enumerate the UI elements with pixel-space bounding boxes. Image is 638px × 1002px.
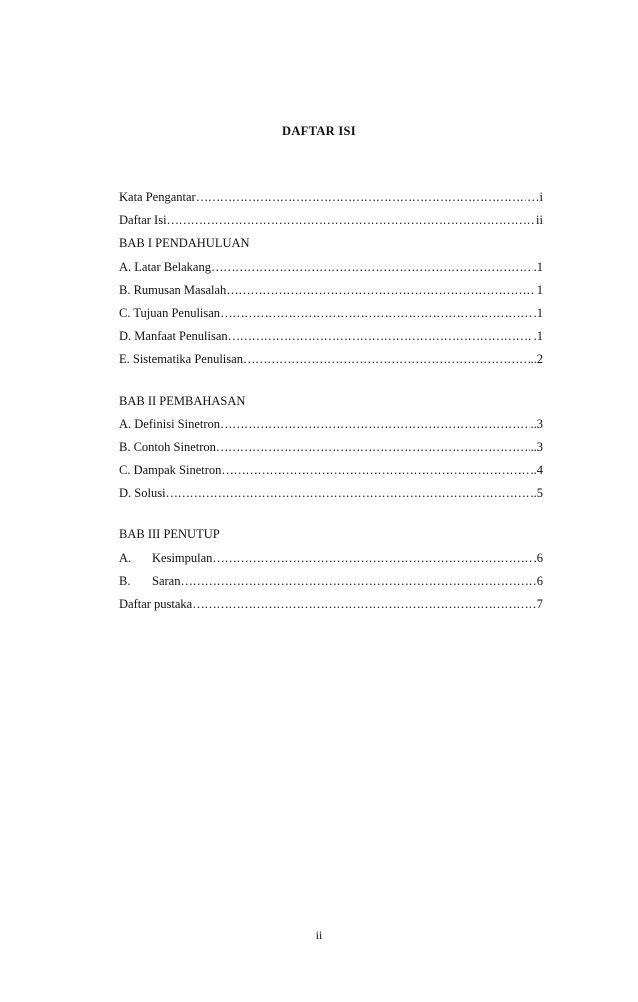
toc-entry-text: Saran bbox=[152, 573, 181, 588]
dot-leader bbox=[166, 482, 530, 505]
toc-entry-label: B. Contoh Sinetron bbox=[119, 439, 216, 454]
toc-entry-label: Daftar Isi bbox=[119, 213, 167, 228]
toc-entry-page: ..2 bbox=[530, 352, 543, 367]
chapter-heading-bab-1: BAB I PENDAHULUAN bbox=[119, 236, 250, 251]
dot-leader bbox=[196, 186, 526, 209]
toc-entry-daftar-pustaka bbox=[119, 593, 543, 616]
toc-entry-page: ..3 bbox=[530, 416, 543, 431]
dot-leader bbox=[228, 325, 533, 348]
toc-entry-label: C. Dampak Sinetron bbox=[119, 463, 222, 478]
toc-entry-page: 1 bbox=[536, 282, 543, 297]
chapter-heading-bab-3: BAB III PENUTUP bbox=[119, 527, 220, 542]
dot-leader bbox=[220, 413, 529, 436]
dot-leader bbox=[167, 209, 536, 232]
dot-leader bbox=[216, 436, 530, 459]
toc-entry-solusi bbox=[119, 482, 543, 505]
dot-leader bbox=[220, 302, 533, 325]
toc-entry-daftar-isi bbox=[119, 209, 543, 232]
dot-leader bbox=[226, 279, 535, 302]
toc-entry-page: .1 bbox=[533, 329, 543, 344]
dot-leader bbox=[180, 570, 535, 593]
chapter-heading-bab-2: BAB II PEMBAHASAN bbox=[119, 393, 246, 408]
dot-leader bbox=[243, 348, 530, 371]
dot-leader bbox=[211, 256, 533, 279]
dot-leader bbox=[221, 459, 529, 482]
toc-entry-sistematika-penulisan bbox=[119, 348, 543, 371]
toc-entry-label bbox=[119, 547, 212, 570]
section-gap bbox=[119, 505, 543, 523]
toc-entry-number: A. bbox=[119, 550, 132, 565]
toc-entry-page: 6 bbox=[536, 573, 543, 588]
toc-entry-label bbox=[119, 570, 180, 593]
dot-leader bbox=[192, 593, 536, 616]
toc-entry-page: .1 bbox=[533, 305, 543, 320]
toc-entry-page: ii bbox=[536, 213, 543, 228]
toc-entry-page: .6 bbox=[533, 550, 543, 565]
toc-entry-contoh-sinetron bbox=[119, 436, 543, 459]
toc-entry-label: Daftar pustaka bbox=[119, 597, 193, 611]
page-title: DAFTAR ISI bbox=[282, 124, 356, 138]
toc-entry-page: ..4 bbox=[530, 463, 543, 478]
toc-entry-page: …i bbox=[527, 190, 543, 204]
toc-entry-label: C. Tujuan Penulisan bbox=[119, 305, 221, 320]
page-number-footer: ii bbox=[315, 928, 323, 942]
toc-entry-page: ..5 bbox=[530, 486, 543, 501]
toc-entry-tujuan-penulisan bbox=[119, 302, 543, 325]
toc-entry-saran bbox=[119, 570, 543, 593]
toc-entry-label: E. Sistematika Penulisan bbox=[119, 352, 243, 367]
toc-entry-page: 7 bbox=[536, 597, 543, 611]
toc-entry-kesimpulan bbox=[119, 547, 543, 570]
toc-entry-label: Kata Pengantar bbox=[119, 190, 196, 204]
toc-entry-number: B. bbox=[119, 573, 131, 588]
toc-entry-definisi-sinetron bbox=[119, 413, 543, 436]
toc-entry-label: A. Definisi Sinetron bbox=[119, 416, 221, 431]
toc-entry-kata-pengantar bbox=[119, 186, 543, 209]
toc-entry-rumusan-masalah bbox=[119, 279, 543, 302]
table-of-contents bbox=[119, 186, 543, 616]
toc-entry-text: Kesimpulan bbox=[152, 550, 213, 565]
section-gap bbox=[119, 372, 543, 390]
toc-entry-label: A. Latar Belakang bbox=[119, 259, 211, 274]
toc-entry-page: .1 bbox=[533, 259, 543, 274]
toc-entry-dampak-sinetron bbox=[119, 459, 543, 482]
toc-entry-page: ..3 bbox=[530, 439, 543, 454]
toc-entry-manfaat-penulisan bbox=[119, 325, 543, 348]
dot-leader bbox=[212, 547, 532, 570]
toc-entry-label: B. Rumusan Masalah bbox=[119, 282, 227, 297]
toc-entry-label: D. Solusi bbox=[119, 486, 166, 501]
toc-entry-label: D. Manfaat Penulisan bbox=[119, 329, 228, 344]
toc-entry-latar-belakang bbox=[119, 256, 543, 279]
